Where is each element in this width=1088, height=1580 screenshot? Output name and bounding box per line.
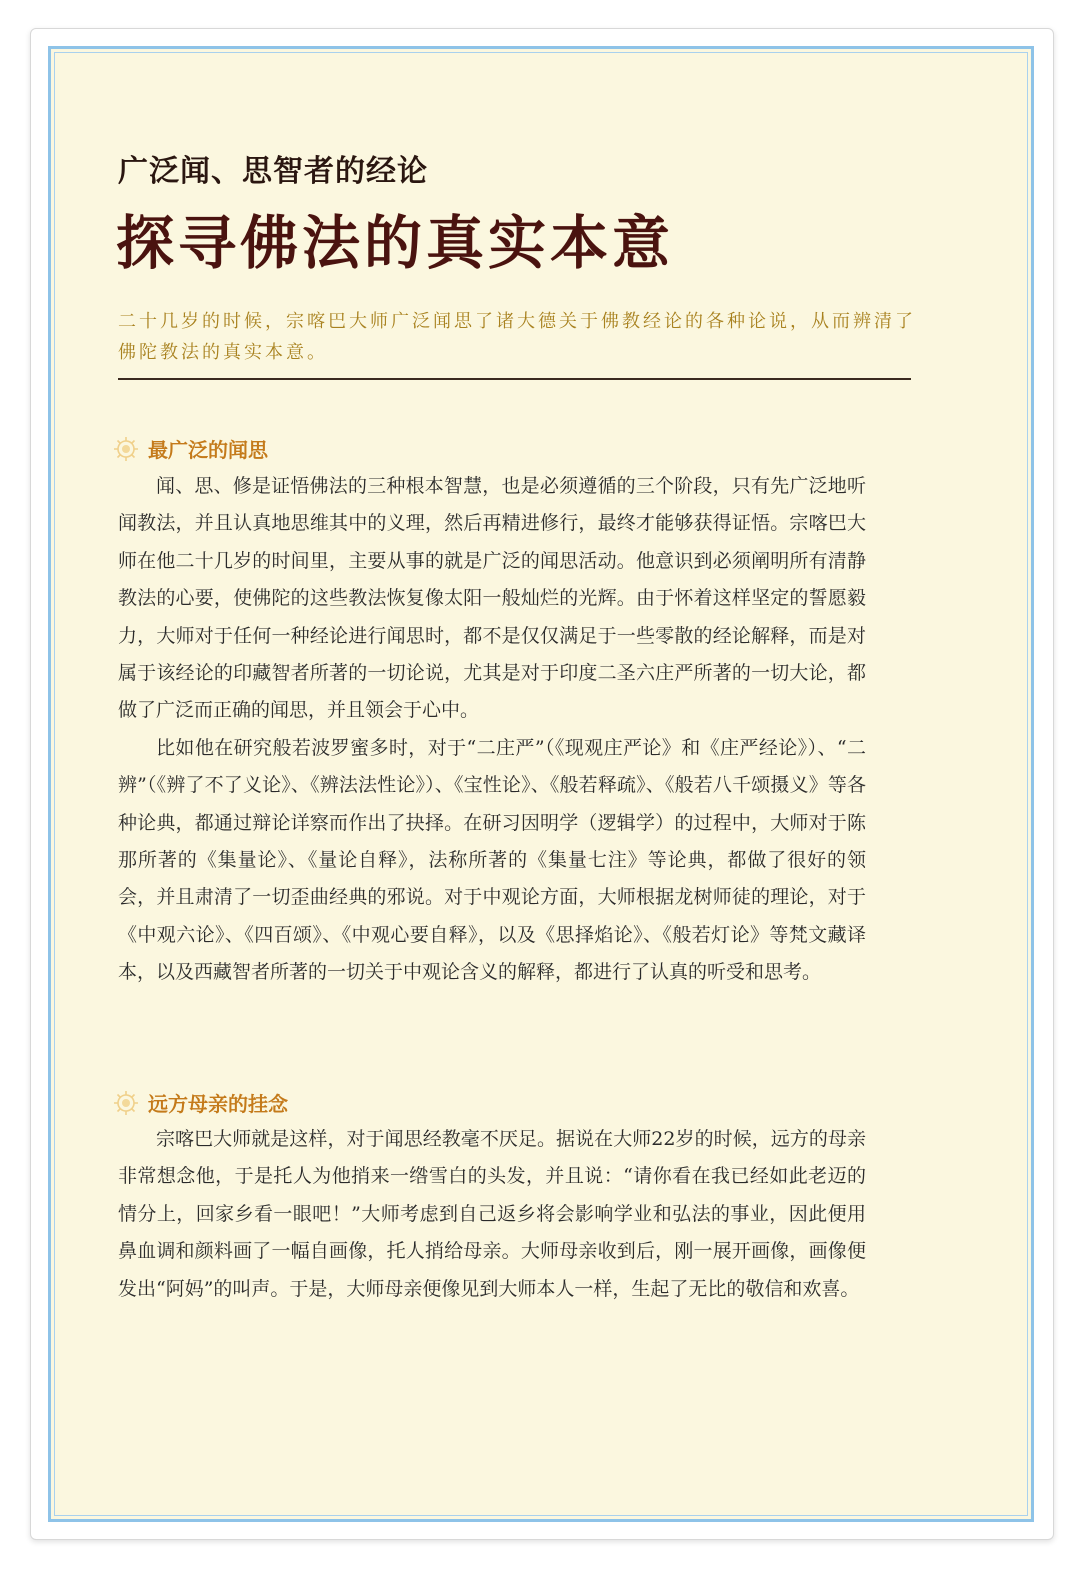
paragraph: 闻、思、修是证悟佛法的三种根本智慧，也是必须遵循的三个阶段，只有先广泛地听闻教法，并且认真地思维其中的义理，然后再精进修行，最终才能够获得证悟。宗喀巴大师在他二十几岁的时间里，主要从事的就是广泛的闻思活动。他意识到必须阐明所有清静教法的心要，使佛陀的这些教法恢复像太阳一般灿烂的光辉。由于怀着这样坚定的誓愿毅力，大师对于任何一种经论进行闻思时，都不是仅仅满足于一些零散的经论解释，而是对属于该经论的印藏智者所著的一切论说，尤其是对于印度二圣六庄严所著的一切大论，都做了广泛而正确的闻思，并且领会于心中。 (118, 475, 866, 722)
lotus-icon (112, 435, 140, 463)
intro-text: 二十几岁的时候，宗喀巴大师广泛闻思了诸大德关于佛教经论的各种论说，从而辨清了佛陀教法的真实本意。 (118, 311, 916, 363)
section-2-body (118, 1121, 866, 1308)
divider (118, 378, 911, 380)
section-heading-label: 远方母亲的挂念 (148, 1092, 288, 1116)
lotus-icon (112, 1089, 140, 1117)
page-title: 探寻佛法的真实本意 (116, 209, 675, 277)
section-heading-2 (112, 1088, 288, 1117)
section-heading-1 (112, 434, 268, 463)
paragraph: 宗喀巴大师就是这样，对于闻思经教毫不厌足。据说在大师22岁的时候，远方的母亲非常想念他，于是托人为他捎来一绺雪白的头发，并且说：“请你看在我已经如此老迈的情分上，回家乡看一眼吧！”大师考虑到自己返乡将会影响学业和弘法的事业，因此便用鼻血调和颜料画了一幅自画像，托人捎给母亲。大师母亲收到后，刚一展开画像，画像便发出“阿妈”的叫声。于是，大师母亲便像见到大师本人一样，生起了无比的敬信和欢喜。 (118, 1128, 866, 1300)
section-1-body (118, 468, 866, 992)
section-heading-label: 最广泛的闻思 (148, 438, 268, 462)
page-kicker: 广泛闻、思智者的经论 (118, 154, 428, 189)
paragraph: 比如他在研究般若波罗蜜多时，对于“二庄严”（《现观庄严论》和《庄严经论》）、“二辨”（《辨了不了义论》、《辨法法性论》）、《宝性论》、《般若释疏》、《般若八千颂摄义》等各种论典，都通过辩论详察而作出了抉择。在研习因明学（逻辑学）的过程中，大师对于陈那所著的《集量论》、《量论自释》，法称所著的《集量七注》等论典，都做了很好的领会，并且肃清了一切歪曲经典的邪说。对于中观论方面，大师根据龙树师徒的理论，对于《中观六论》、《四百颂》、《中观心要自释》，以及《思择焰论》、《般若灯论》等梵文藏译本，以及西藏智者所著的一切关于中观论含义的解释，都进行了认真的听受和思考。 (118, 736, 866, 984)
